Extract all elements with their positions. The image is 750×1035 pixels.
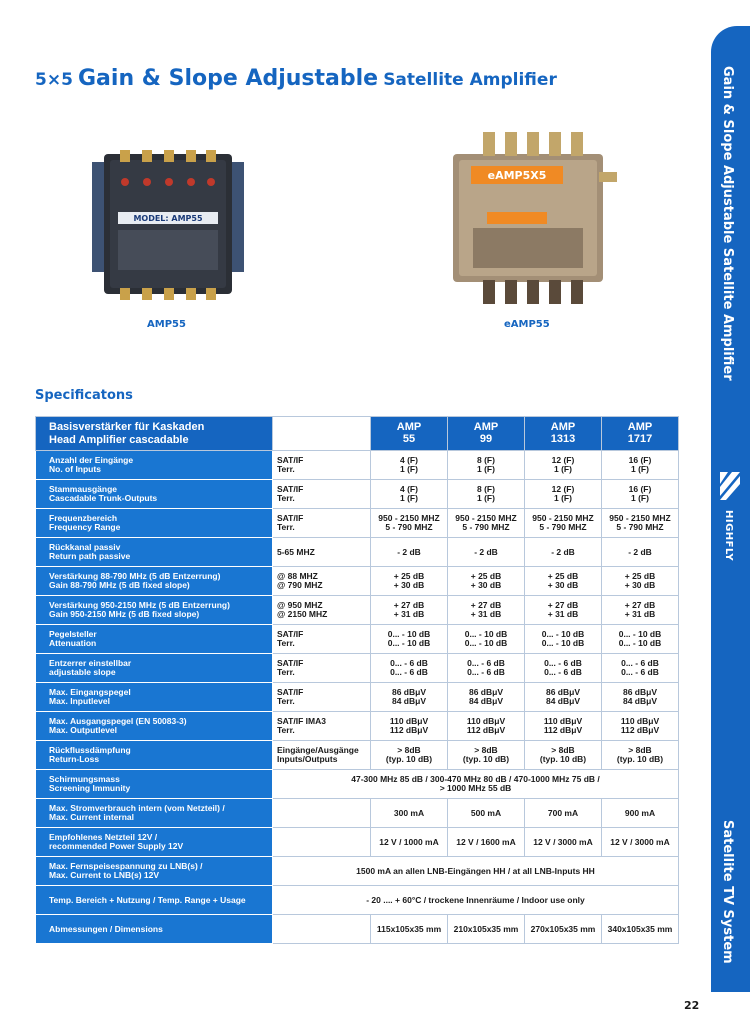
row-label: Pegelsteller Attenuation (36, 625, 273, 654)
table-row (36, 567, 679, 596)
table-cell: 0... - 6 dB 0... - 6 dB (602, 654, 679, 683)
row-label: Anzahl der Eingänge No. of Inputs (36, 451, 273, 480)
table-cell: 4 (F) 1 (F) (371, 480, 448, 509)
row-sublabel: Eingänge/Ausgänge Inputs/Outputs (273, 741, 371, 770)
table-cell: 0... - 10 dB 0... - 10 dB (525, 625, 602, 654)
table-cell: > 8dB (typ. 10 dB) (525, 741, 602, 770)
spec-table (35, 416, 679, 944)
table-row-screening (36, 770, 679, 799)
product-label-amp55: AMP55 (147, 319, 186, 330)
table-cell: 16 (F) 1 (F) (602, 480, 679, 509)
table-cell: 500 mA (448, 799, 525, 828)
brand-logo (716, 470, 744, 562)
page-number: 22 (684, 999, 700, 1012)
row-sublabel: SAT/IF Terr. (273, 480, 371, 509)
table-row-temperature (36, 886, 679, 915)
title-main: Gain & Slope Adjustable (78, 66, 379, 91)
table-cell: 8 (F) 1 (F) (448, 451, 525, 480)
table-row-current (36, 799, 679, 828)
table-header-title: Basisverstärker für Kaskaden Head Amplifier cascadable (36, 417, 273, 451)
table-row (36, 509, 679, 538)
side-banner-section: Satellite TV System (720, 820, 735, 964)
table-cell: 110 dBμV 112 dBμV (448, 712, 525, 741)
table-cell: 950 - 2150 MHZ 5 - 790 MHZ (371, 509, 448, 538)
row-label: Rückflussdämpfung Return-Loss (36, 741, 273, 770)
table-cell: - 2 dB (525, 538, 602, 567)
table-row (36, 712, 679, 741)
row-label: Abmessungen / Dimensions (36, 915, 273, 944)
table-cell: 950 - 2150 MHZ 5 - 790 MHZ (602, 509, 679, 538)
product-image-amp55 (88, 150, 248, 300)
row-sublabel: SAT/IF Terr. (273, 654, 371, 683)
table-row-lnb-current (36, 857, 679, 886)
row-label: Rückkanal passiv Return path passive (36, 538, 273, 567)
table-cell-empty (273, 915, 371, 944)
row-sublabel: 5-65 MHZ (273, 538, 371, 567)
table-cell: + 27 dB + 31 dB (448, 596, 525, 625)
table-cell: 115x105x35 mm (371, 915, 448, 944)
table-cell: 0... - 10 dB 0... - 10 dB (602, 625, 679, 654)
table-cell: 0... - 6 dB 0... - 6 dB (448, 654, 525, 683)
title-prefix: 5×5 (35, 70, 73, 90)
table-row (36, 654, 679, 683)
table-cell: 8 (F) 1 (F) (448, 480, 525, 509)
spec-heading: Specificatons (35, 388, 133, 403)
table-cell: 210x105x35 mm (448, 915, 525, 944)
row-sublabel: SAT/IF Terr. (273, 509, 371, 538)
row-label: Max. Stromverbrauch intern (vom Netzteil) / Max. Current internal (36, 799, 273, 828)
table-cell: - 2 dB (371, 538, 448, 567)
table-cell: 12 V / 1000 mA (371, 828, 448, 857)
table-cell: + 25 dB + 30 dB (448, 567, 525, 596)
table-cell: + 25 dB + 30 dB (371, 567, 448, 596)
row-sublabel: SAT/IF Terr. (273, 451, 371, 480)
row-label: Max. Eingangspegel Max. Inputlevel (36, 683, 273, 712)
table-cell: 950 - 2150 MHZ 5 - 790 MHZ (525, 509, 602, 538)
table-cell: > 8dB (typ. 10 dB) (371, 741, 448, 770)
table-cell: 950 - 2150 MHZ 5 - 790 MHZ (448, 509, 525, 538)
product-label-eamp55: eAMP55 (504, 319, 550, 330)
table-cell: 110 dBμV 112 dBμV (371, 712, 448, 741)
table-cell: 12 V / 1600 mA (448, 828, 525, 857)
table-cell: 300 mA (371, 799, 448, 828)
table-header-model: AMP 1717 (602, 417, 679, 451)
row-sublabel: SAT/IF IMA3 Terr. (273, 712, 371, 741)
page-title (35, 66, 557, 91)
row-label: Max. Fernspeisespannung zu LNB(s) / Max. Current to LNB(s) 12V (36, 857, 273, 886)
table-row (36, 480, 679, 509)
table-cell: - 2 dB (602, 538, 679, 567)
table-cell-wide: - 20 .... + 60°C / trockene Innenräume / Indoor use only (273, 886, 679, 915)
table-cell: 12 V / 3000 mA (602, 828, 679, 857)
row-label: Schirmungsmass Screening Immunity (36, 770, 273, 799)
table-cell: 86 dBμV 84 dBμV (602, 683, 679, 712)
table-header-model: AMP 1313 (525, 417, 602, 451)
table-cell: 0... - 10 dB 0... - 10 dB (371, 625, 448, 654)
row-label: Verstärkung 950-2150 MHz (5 dB Entzerrung) Gain 950-2150 MHz (5 dB fixed slope) (36, 596, 273, 625)
table-cell: 110 dBμV 112 dBμV (602, 712, 679, 741)
table-cell: 86 dBμV 84 dBμV (525, 683, 602, 712)
table-row (36, 741, 679, 770)
table-cell: 0... - 6 dB 0... - 6 dB (371, 654, 448, 683)
product-image-eamp55 (443, 132, 618, 304)
table-cell: 900 mA (602, 799, 679, 828)
highfly-logo-icon (716, 470, 744, 506)
table-header-row (36, 417, 679, 451)
table-cell-wide: 47-300 MHz 85 dB / 300-470 MHz 80 dB / 470-1000 MHz 75 dB / > 1000 MHz 55 dB (273, 770, 679, 799)
row-sublabel: @ 950 MHZ @ 2150 MHZ (273, 596, 371, 625)
row-label: Empfohlenes Netzteil 12V / recommended Power Supply 12V (36, 828, 273, 857)
table-cell-empty (273, 799, 371, 828)
table-cell: 270x105x35 mm (525, 915, 602, 944)
table-cell: + 27 dB + 31 dB (371, 596, 448, 625)
row-label: Max. Ausgangspegel (EN 50083-3) Max. Outputlevel (36, 712, 273, 741)
side-banner-title: Gain & Slope Adjustable Satellite Amplifier (720, 66, 735, 381)
table-cell: + 25 dB + 30 dB (525, 567, 602, 596)
row-label: Frequenzbereich Frequency Range (36, 509, 273, 538)
table-cell: > 8dB (typ. 10 dB) (602, 741, 679, 770)
table-cell: + 25 dB + 30 dB (602, 567, 679, 596)
table-cell-wide: 1500 mA an allen LNB-Eingängen HH / at all LNB-Inputs HH (273, 857, 679, 886)
table-header-model: AMP 99 (448, 417, 525, 451)
table-row (36, 625, 679, 654)
table-cell: 0... - 10 dB 0... - 10 dB (448, 625, 525, 654)
table-cell: 700 mA (525, 799, 602, 828)
table-cell: + 27 dB + 31 dB (525, 596, 602, 625)
table-row-dimensions (36, 915, 679, 944)
row-label: Entzerrer einstellbar adjustable slope (36, 654, 273, 683)
table-cell: 86 dBμV 84 dBμV (448, 683, 525, 712)
table-cell: 4 (F) 1 (F) (371, 451, 448, 480)
table-row (36, 538, 679, 567)
row-sublabel: SAT/IF Terr. (273, 683, 371, 712)
table-cell: 340x105x35 mm (602, 915, 679, 944)
table-cell: 110 dBμV 112 dBμV (525, 712, 602, 741)
svg-text:MODEL: AMP55: MODEL: AMP55 (133, 214, 203, 223)
table-cell-empty (273, 828, 371, 857)
table-cell: 86 dBμV 84 dBμV (371, 683, 448, 712)
row-label: Stammausgänge Cascadable Trunk-Outputs (36, 480, 273, 509)
brand-name: HIGHFLY (723, 510, 734, 562)
table-row-power-supply (36, 828, 679, 857)
row-label: Verstärkung 88-790 MHz (5 dB Entzerrung) Gain 88-790 MHz (5 dB fixed slope) (36, 567, 273, 596)
row-sublabel: SAT/IF Terr. (273, 625, 371, 654)
table-cell: 16 (F) 1 (F) (602, 451, 679, 480)
table-header-model: AMP 55 (371, 417, 448, 451)
table-cell: - 2 dB (448, 538, 525, 567)
table-row (36, 683, 679, 712)
row-label: Temp. Bereich + Nutzung / Temp. Range + Usage (36, 886, 273, 915)
table-cell: 0... - 6 dB 0... - 6 dB (525, 654, 602, 683)
table-cell: 12 (F) 1 (F) (525, 480, 602, 509)
title-suffix: Satellite Amplifier (383, 70, 557, 90)
table-header-blank (273, 417, 371, 451)
table-cell: > 8dB (typ. 10 dB) (448, 741, 525, 770)
row-sublabel: @ 88 MHZ @ 790 MHZ (273, 567, 371, 596)
table-row (36, 596, 679, 625)
svg-text:eAMP5X5: eAMP5X5 (487, 169, 547, 182)
table-row (36, 451, 679, 480)
table-cell: 12 V / 3000 mA (525, 828, 602, 857)
table-cell: 12 (F) 1 (F) (525, 451, 602, 480)
table-cell: + 27 dB + 31 dB (602, 596, 679, 625)
